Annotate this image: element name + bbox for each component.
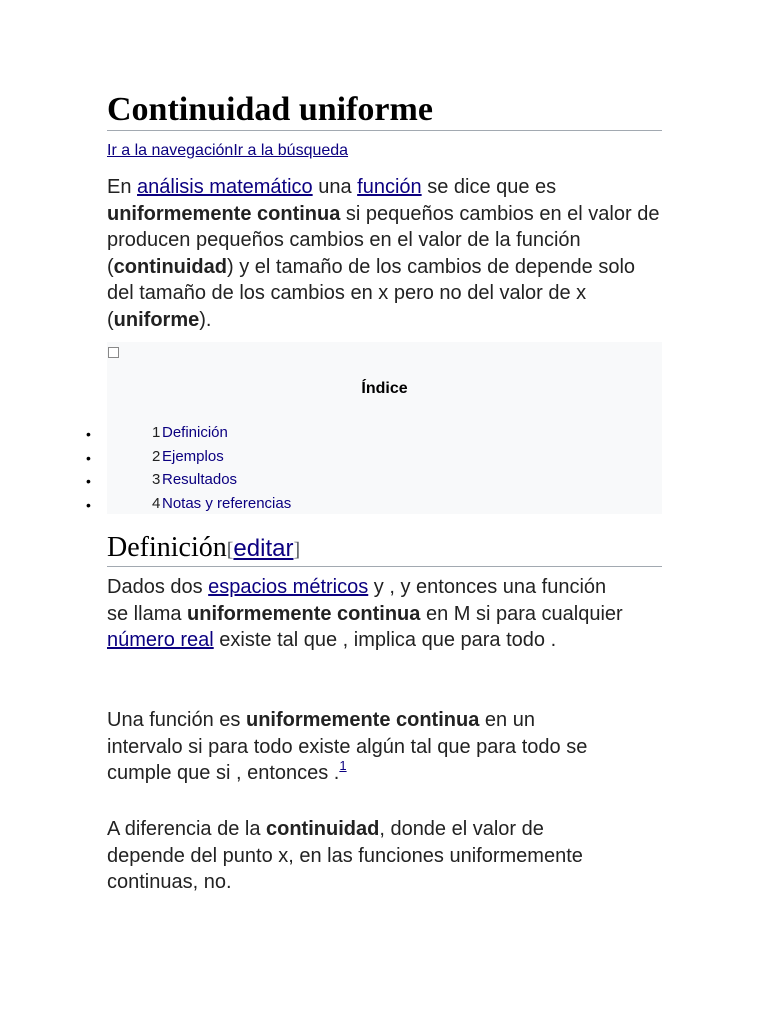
link-funcion[interactable]: función [357, 176, 422, 198]
section-heading-definicion: Definición[editar] [107, 532, 301, 563]
jump-to-navigation-link[interactable]: Ir a la navegación [107, 142, 234, 159]
toc-link-resultados[interactable]: Resultados [162, 471, 238, 488]
title-divider [107, 130, 662, 131]
section-divider [107, 566, 662, 567]
toc-link-notas-y-referencias[interactable]: Notas y referencias [162, 494, 292, 512]
toc-toggle-checkbox[interactable] [108, 347, 119, 358]
jump-to-search-link[interactable]: Ir a la búsqueda [233, 142, 349, 159]
bullet-icon: • [86, 426, 91, 442]
edit-section-link[interactable]: editar [233, 535, 294, 562]
intro-paragraph: En análisis matemático una función se dice que es uniformemente continua si pequeños cambios en el valor de producen pequeños cambios en el valor de la función (continuidad) y el tamaño de los cambios de depende solo del tamaño de los cambios en x pero no del valor de x (uniforme). [107, 176, 660, 331]
link-numero-real[interactable]: número real [107, 629, 214, 652]
definition-paragraph-3: A diferencia de la continuidad, donde el valor de depende del punto x, en las funciones uniformemente continuas, no. [107, 818, 583, 894]
page-title: Continuidad uniforme [107, 91, 433, 128]
link-analisis-matematico[interactable]: análisis matemático [137, 176, 313, 198]
link-espacios-metricos[interactable]: espacios métricos [208, 576, 369, 598]
toc-link-definicion[interactable]: Definición [162, 424, 228, 441]
bullet-icon: • [86, 473, 91, 489]
reference-link-1[interactable]: 1 [339, 758, 347, 774]
definition-paragraph-2: Una función es uniformemente continua en un intervalo si para todo existe algún tal que para todo se cumple que si , entonces .$^1$ [107, 709, 588, 785]
toc-link-ejemplos[interactable]: Ejemplos [162, 447, 224, 465]
definition-paragraph-1: Dados dos espacios métricos y , y entonces una función se llama uniformemente continua en M si para cualquier número real existe tal que , implica que para todo . [107, 576, 623, 652]
bullet-icon: • [86, 449, 91, 466]
toc-title: Índice [361, 380, 408, 397]
jump-links [107, 140, 348, 162]
bullet-icon: • [86, 496, 91, 513]
